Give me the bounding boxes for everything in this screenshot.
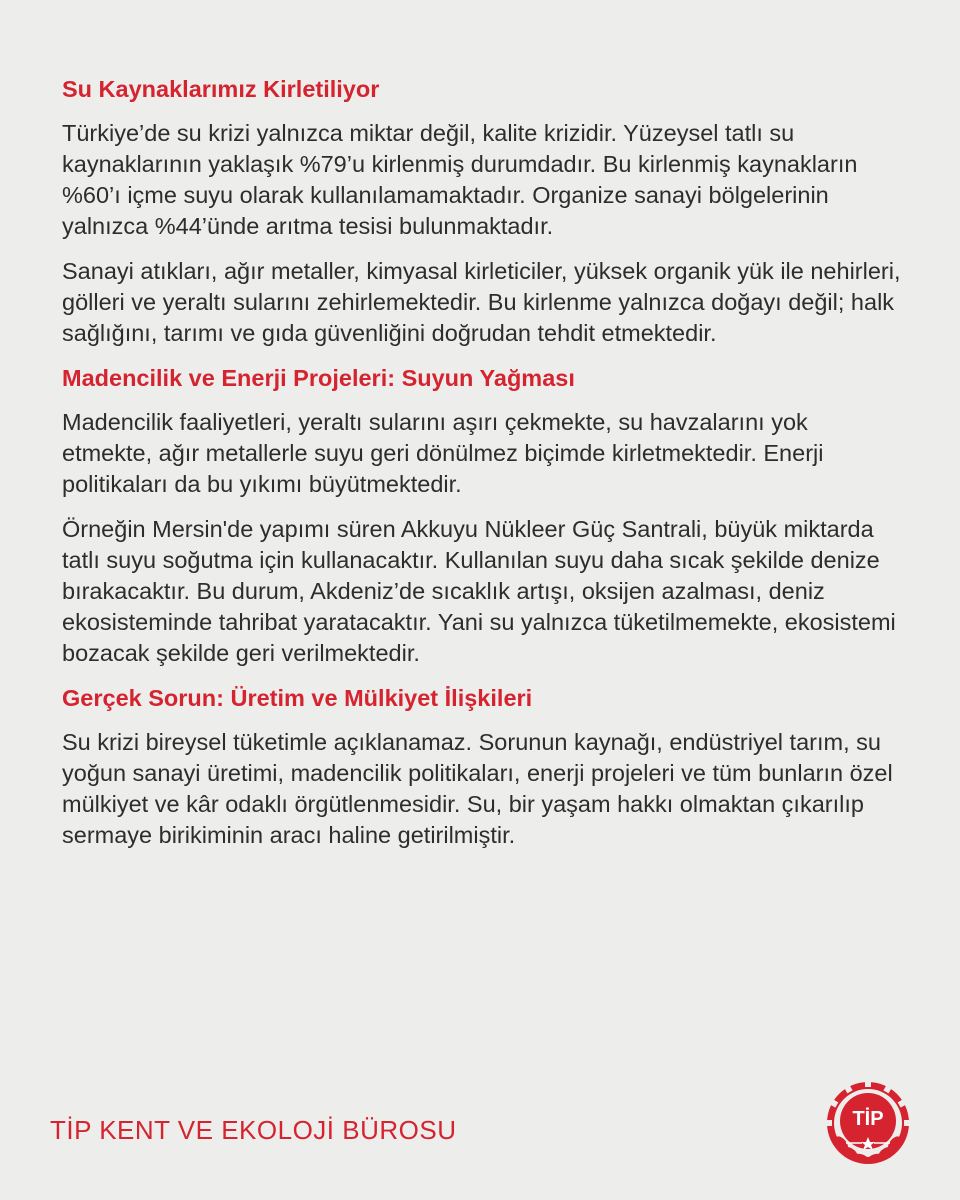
paragraph: Su krizi bireysel tüketimle açıklanamaz. Sorunun kaynağı, endüstriyel tarım, su yoğun sanayi üretimi, madencilik politikaları, enerji projeleri ve tüm bunların özel mülkiyet ve kâr odaklı örgütlenmesidir. Su, bir yaşam hakkı olmaktan çıkarılıp sermaye birikiminin aracı haline getirilmiştir. <box>62 729 893 848</box>
article <box>62 74 902 865</box>
paragraph: Madencilik faaliyetleri, yeraltı sularını aşırı çekmekte, su havzalarını yok etmekte, ağır metallerle suyu geri dönülmez biçimde kirletmektedir. Enerji politikaları da bu yıkımı büyütmektedir. <box>62 409 824 497</box>
paragraph: Sanayi atıkları, ağır metaller, kimyasal kirleticiler, yüksek organik yük ile nehirleri, gölleri ve yeraltı sularını zehirlemektedir. Bu kirlenme yalnızca doğayı değil; halk sağlığını, tarımı ve gıda güvenliğini doğrudan tehdit etmektedir. <box>62 258 901 346</box>
tip-logo-icon <box>822 1077 914 1169</box>
section-heading-water-pollution: Su Kaynaklarımız Kirletiliyor <box>62 76 380 102</box>
section-heading-mining-energy: Madencilik ve Enerji Projeleri: Suyun Yağması <box>62 365 575 391</box>
paragraph: Türkiye’de su krizi yalnızca miktar değil, kalite krizidir. Yüzeysel tatlı su kaynaklarının yaklaşık %79’u kirlenmiş durumdadır. Bu kirlenmiş kaynakların %60’ı içme suyu olarak kullanılamamaktadır. Organize sanayi bölgelerinin yalnızca %44’ünde arıtma tesisi bulunmaktadır. <box>62 120 858 239</box>
section-heading-real-problem: Gerçek Sorun: Üretim ve Mülkiyet İlişkileri <box>62 685 533 711</box>
logo-text: TİP <box>852 1108 884 1130</box>
paragraph: Örneğin Mersin'de yapımı süren Akkuyu Nükleer Güç Santrali, büyük miktarda tatlı suyu soğutma için kullanacaktır. Kullanılan suyu daha sıcak şekilde denize bırakacaktır. Bu durum, Akdeniz’de sıcaklık artışı, oksijen azalması, deniz ekosisteminde tahribat yaratacaktır. Yani su yalnızca tüketilmemekte, ekosistemi bozacak şekilde geri verilmektedir. <box>62 516 896 666</box>
organization-name: TİP KENT VE EKOLOJİ BÜROSU <box>50 1115 457 1145</box>
